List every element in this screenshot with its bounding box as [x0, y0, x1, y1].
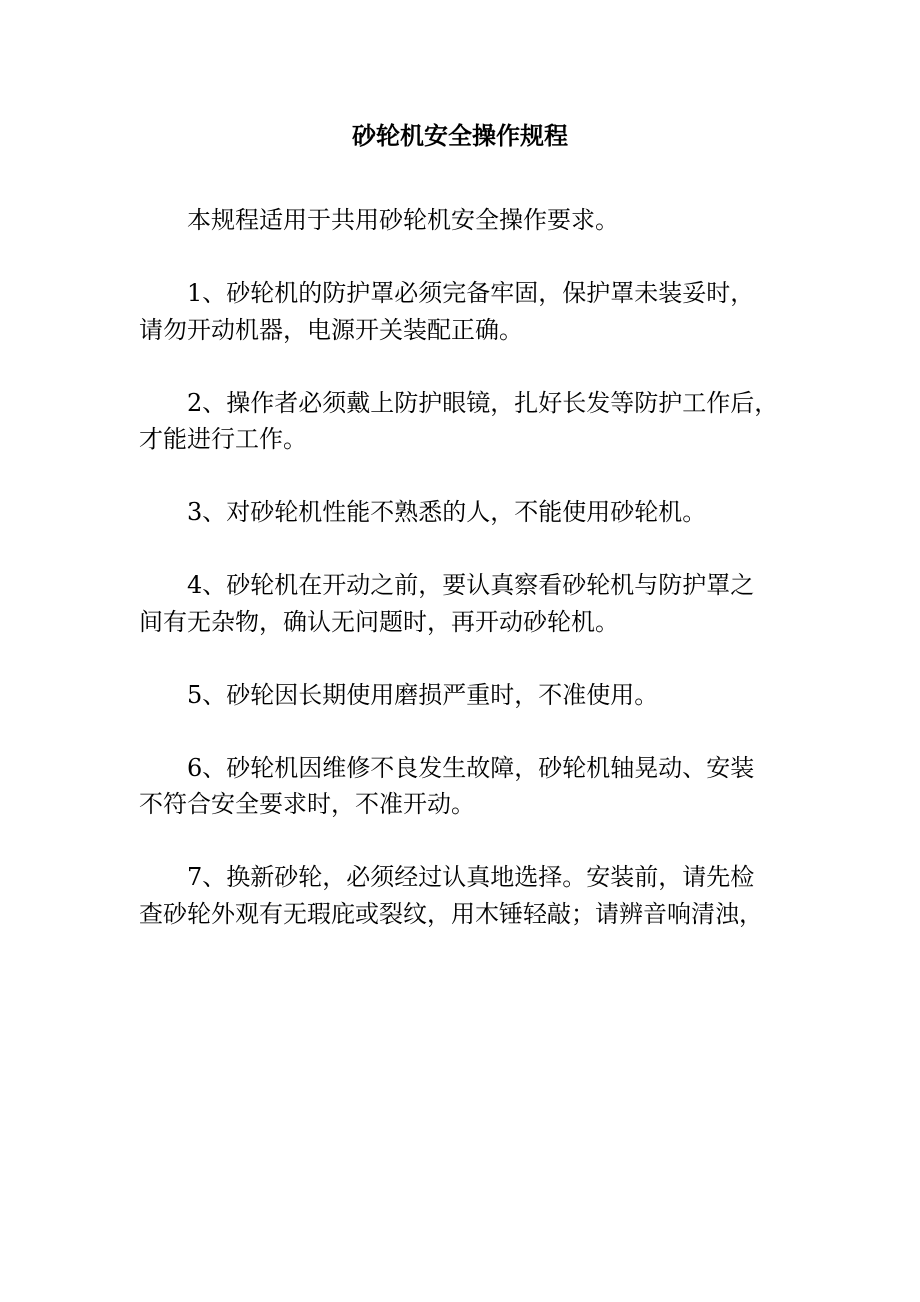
paragraph-item-3	[139, 494, 789, 531]
paragraph-line: 6、砂轮机因维修不良发生故障，砂轮机轴晃动、安装	[187, 753, 755, 782]
paragraph-item-7	[139, 859, 789, 932]
paragraph-line: 7、换新砂轮，必须经过认真地选择。安装前，请先检	[187, 863, 755, 891]
paragraph-line: 3、对砂轮机性能不熟悉的人，不能使用砂轮机。	[187, 498, 707, 526]
paragraph-line: 请勿开动机器，电源开关装配正确。	[139, 315, 523, 344]
paragraph-intro	[139, 202, 789, 239]
paragraph-item-2	[139, 385, 789, 458]
paragraph-item-1	[139, 275, 789, 348]
paragraph-line: 不符合安全要求时，不准开动。	[139, 790, 475, 818]
paragraph-item-6	[139, 750, 789, 823]
paragraph-item-4	[139, 567, 789, 640]
paragraph-line: 本规程适用于共用砂轮机安全操作要求。	[187, 206, 619, 234]
paragraph-line: 1、砂轮机的防护罩必须完备牢固，保护罩未装妥时，	[187, 279, 755, 307]
paragraph-line: 才能进行工作。	[139, 425, 307, 453]
paragraph-item-5	[139, 677, 789, 714]
document-title: 砂轮机安全操作规程	[352, 121, 568, 150]
paragraph-line: 2、操作者必须戴上防护眼镜，扎好长发等防护工作后，	[187, 388, 779, 417]
paragraph-line: 5、砂轮因长期使用磨损严重时，不准使用。	[187, 680, 659, 709]
paragraph-line: 查砂轮外观有无瑕庇或裂纹，用木锤轻敲；请辨音响清浊，	[139, 899, 763, 928]
paragraph-line: 间有无杂物，确认无问题时，再开动砂轮机。	[139, 607, 619, 636]
document-body	[139, 202, 789, 969]
paragraph-line: 4、砂轮机在开动之前，要认真察看砂轮机与防护罩之	[187, 571, 755, 599]
